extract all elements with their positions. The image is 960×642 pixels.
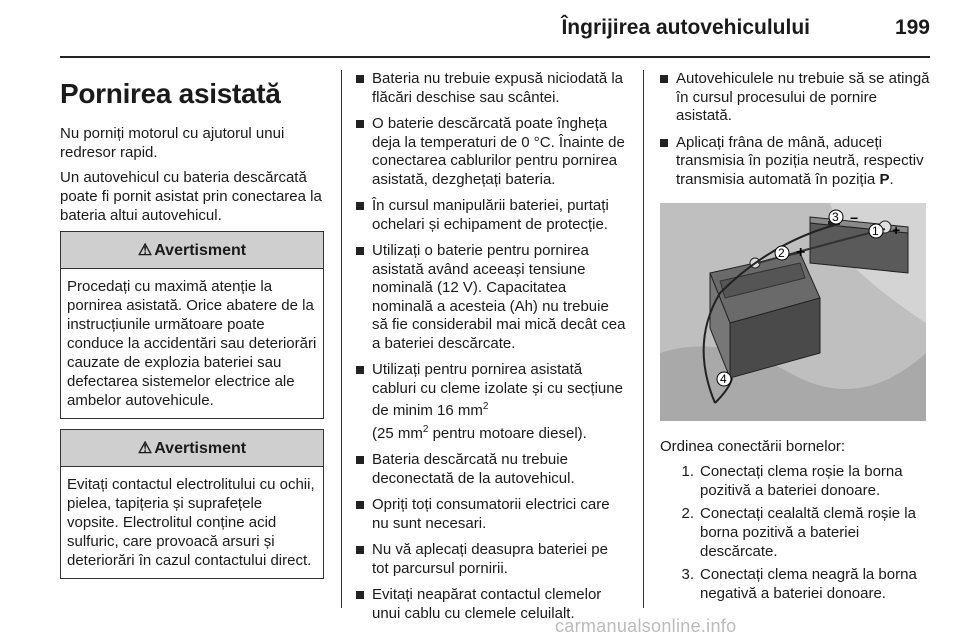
- column-3: [660, 70, 930, 607]
- list-item: Utilizați pentru pornirea asistată cabluri cu cleme izolate și cu secțiune de minim 16 $mm^2$ (25 $mm^2$ pentru motoare diesel).: [356, 361, 628, 443]
- list-item: O baterie descărcată poate îngheța deja la temperaturi de 0 °C. Înainte de conectarea cablurilor pentru pornirea asistată, dezghețați bateria.: [356, 115, 628, 189]
- warning-triangle-icon: ⚠: [137, 242, 153, 259]
- battery-illustration: [660, 203, 926, 421]
- bullet-list: [660, 70, 930, 189]
- list-item: Evitați neapărat contactul clemelor unui cablu cu clemele celuilalt.: [356, 586, 628, 623]
- header-title: Îngrijirea autovehiculului: [561, 16, 810, 39]
- section-title: Pornirea asistată: [60, 78, 281, 109]
- paragraph: Un autovehicul cu bateria descărcată poate fi pornit asistat prin conectarea la bateria altui autovehicul.: [60, 169, 322, 224]
- warning-title: Avertisment: [154, 242, 247, 259]
- warning-triangle-icon: ⚠: [137, 440, 153, 457]
- list-item: Opriți toți consumatorii electrici care nu sunt necesari.: [356, 496, 628, 533]
- bullet-list: [356, 70, 628, 623]
- warning-box: [60, 231, 324, 419]
- warning-header: [61, 232, 323, 269]
- list-item: Bateria nu trebuie expusă niciodată la flăcări deschise sau scântei.: [356, 70, 628, 107]
- column-divider: [643, 70, 644, 608]
- order-intro: Ordinea conectării bornelor:: [660, 438, 846, 455]
- label-1: 1: [872, 224, 879, 238]
- column-1: [60, 70, 324, 579]
- paragraph: Nu porniți motorul cu ajutorul unui redresor rapid.: [60, 125, 285, 161]
- warning-title: Avertisment: [154, 440, 247, 457]
- warning-box: [60, 429, 324, 579]
- list-item: Autovehiculele nu trebuie să se atingă în cursul procesului de pornire asistată.: [660, 70, 930, 126]
- watermark: carmanualsonline.info: [555, 616, 737, 636]
- label-3: 3: [832, 210, 839, 224]
- column-divider: [341, 70, 342, 608]
- list-item: 1. Conectați clema roșie la borna pozitivă a bateriei donoare.: [681, 463, 903, 499]
- column-2: [356, 70, 628, 631]
- header-rule: [60, 56, 930, 58]
- list-item: Bateria descărcată nu trebuie deconectată de la autovehicul.: [356, 451, 628, 488]
- label-4: 4: [720, 372, 727, 386]
- warning-text: Evitați contactul electrolitului cu ochii, pielea, tapițeria și suprafețele vopsite. Electrolitul conține acid sulfuric, care provoacă arsuri și deteriorări în cazul contactului direct.: [67, 476, 315, 569]
- list-item: Nu vă aplecați deasupra bateriei pe tot parcursul pornirii.: [356, 541, 628, 578]
- list-item: Utilizați o baterie pentru pornirea asistată având aceeași tensiune nominală (12 V). Capacitatea nominală a acesteia (Ah) nu trebuie să fie considerabil mai mică decât cea a bateriei descărcate.: [356, 242, 628, 353]
- minus-sign-icon: −: [850, 210, 859, 226]
- connection-steps: [660, 462, 930, 603]
- list-item: 2. Conectați cealaltă clemă roșie la borna pozitivă a bateriei descărcate.: [681, 505, 916, 560]
- list-item: Aplicați frâna de mână, aduceți transmisia în poziția neutră, respectiv transmisia automată în poziția P.: [660, 134, 930, 190]
- plus-sign-icon: +: [796, 244, 806, 261]
- list-item: 3. Conectați clema neagră la borna negativă a bateriei donoare.: [681, 566, 917, 602]
- warning-text: Procedați cu maximă atenție la pornirea asistată. Orice abatere de la instrucțiunile următoare poate conduce la accidentări sau deteriorări cauzate de explozia bateriei sau defectarea sistemelor electrice ale ambelor autovehicule.: [67, 278, 317, 409]
- plus-sign-icon: +: [892, 222, 901, 238]
- battery-diagram: [660, 203, 926, 421]
- warning-header: [61, 430, 323, 467]
- label-2: 2: [778, 246, 785, 260]
- list-item: În cursul manipulării bateriei, purtați ochelari și echipament de protecție.: [356, 197, 628, 234]
- page-number: 199: [894, 16, 930, 39]
